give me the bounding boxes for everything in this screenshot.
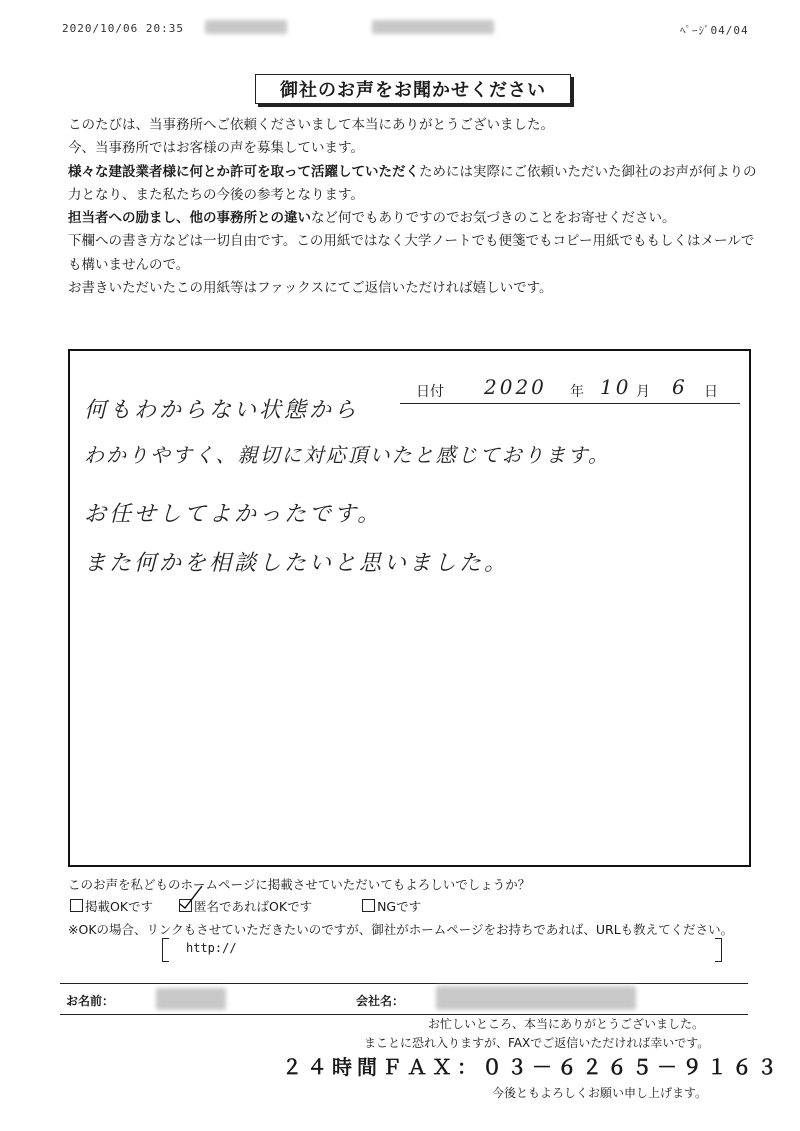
permission-question: このお声を私どものホームページに掲載させていただいてもよろしいでしょうか？ <box>68 877 531 892</box>
permission-note: ※OKの場合、リンクもさせていただきたいのですが、御社がホームページをお持ちであれば、URLも教えてください。 <box>68 922 734 937</box>
intro-p5: 下欄への書き方などは一切自由です。この用紙ではなく大学ノートでも便箋でもコピー用紙でももしくはメールでも構いませんので。 <box>68 233 755 273</box>
comment-line-1: 何もわからない状態から <box>84 398 360 423</box>
option-ng[interactable]: NGです <box>362 899 421 914</box>
url-bracket-right <box>715 938 722 962</box>
date-year-unit: 年 <box>570 384 584 400</box>
fax-number: ２４時間ＦＡＸ：０３－６２６５－９１６３ <box>282 1055 782 1079</box>
fax-page-number: ﾍﾟｰｼﾞ04/04 <box>680 24 749 37</box>
intro-p2: 今、当事務所ではお客様の声を募集しています。 <box>68 140 364 157</box>
redacted-number <box>372 20 494 34</box>
option-anonymous[interactable]: 匿名であればOKです <box>179 899 312 914</box>
comment-line-4: また何かを相談したいと思いました。 <box>84 551 510 576</box>
name-label: お名前： <box>66 994 115 1008</box>
url-field[interactable] <box>162 938 722 962</box>
comment-box[interactable] <box>68 349 751 867</box>
intro-p6: お書きいただいたこの用紙等はファックスにてご返信いただければ嬉しいです。 <box>68 280 553 297</box>
footer-closing: 今後ともよろしくお願い申し上げます。 <box>492 1086 708 1100</box>
url-prefix: http:// <box>186 941 237 955</box>
page-title: 御社のお声をお聞かせください <box>255 74 571 104</box>
permission-options <box>70 897 421 915</box>
date-month: 10 <box>600 375 632 399</box>
intro-text <box>68 114 758 300</box>
checkbox-ok[interactable] <box>70 899 83 912</box>
option-ok[interactable]: 掲載OKです <box>70 899 153 914</box>
date-year: 2020 <box>484 375 547 399</box>
intro-p4: 担当者への励まし、他の事務所との違いなど何でもありですのでお気づきのことをお寄せください。 <box>68 210 676 227</box>
redacted-company <box>436 986 636 1010</box>
checkbox-ng[interactable] <box>362 899 375 912</box>
company-label: 会社名： <box>356 994 405 1008</box>
url-bracket-left <box>162 938 169 962</box>
name-company-row <box>60 983 748 1015</box>
date-day: 6 <box>672 375 688 399</box>
redacted-sender <box>205 20 287 34</box>
footer-request: まことに恐れ入りますが、FAXでご返信いただければ幸いです。 <box>364 1036 710 1050</box>
fax-timestamp: 2020/10/06 20:35 <box>62 22 184 35</box>
comment-line-3: お任せしてよかったです。 <box>84 502 383 527</box>
date-month-unit: 月 <box>636 384 650 400</box>
comment-line-2: わかりやすく、親切に対応頂いたと感じております。 <box>84 443 610 467</box>
date-line <box>400 375 740 404</box>
date-label: 日付 <box>416 384 444 400</box>
checkbox-anonymous-checked[interactable] <box>179 899 192 912</box>
intro-p1: このたびは、当事務所へご依頼くださいまして本当にありがとうございました。 <box>68 117 554 133</box>
date-day-unit: 日 <box>704 384 718 400</box>
footer-thanks: お忙しいところ、本当にありがとうございました。 <box>428 1017 705 1031</box>
redacted-name <box>156 988 226 1010</box>
intro-p3: 様々な建設業者様に何とか許可を取って活躍していただくためには実際にご依頼いただいた御社のお声が何よりの力となり、また私たちの今後の参考となります。 <box>68 163 757 203</box>
